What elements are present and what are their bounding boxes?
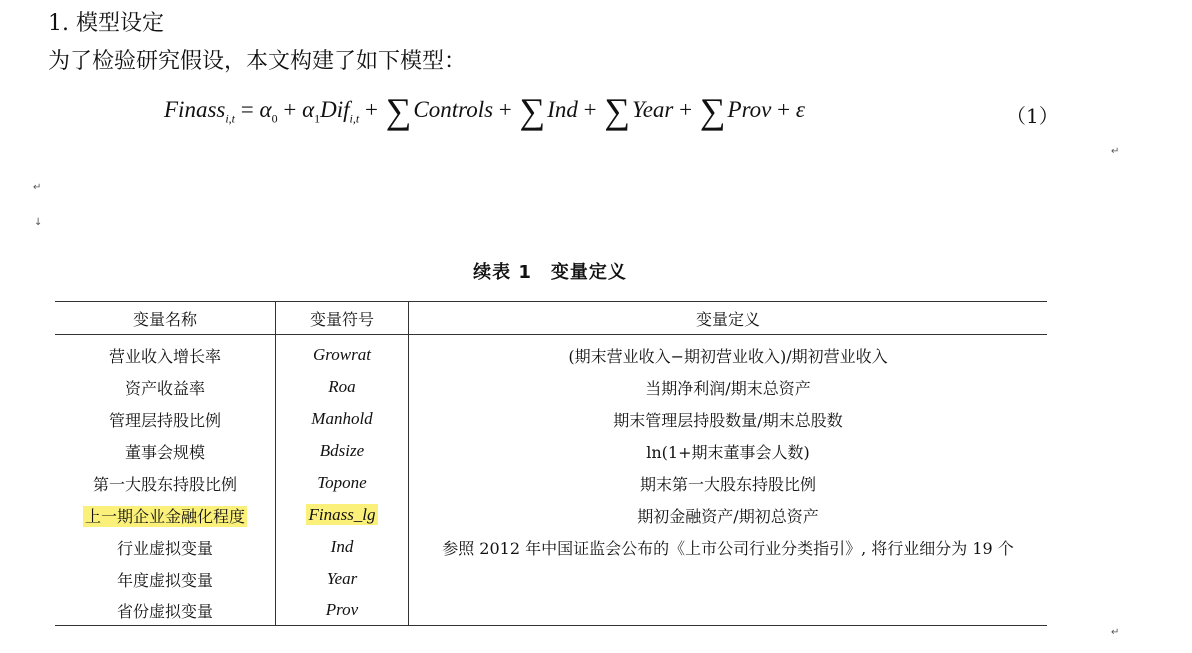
clipped-text-line [48, 150, 188, 158]
variable-name: 行业虚拟变量 [55, 531, 276, 563]
highlighted-text: Finass_lg [308, 505, 376, 524]
header-variable-name: 变量名称 [55, 302, 276, 335]
variable-name: 管理层持股比例 [55, 403, 276, 435]
table-row [55, 435, 1047, 467]
table-row [55, 403, 1047, 435]
variable-definition: 期末第一大股东持股比例 [639, 474, 816, 494]
variable-name: 年度虚拟变量 [55, 563, 276, 595]
variable-name [55, 499, 276, 531]
header-variable-definition: 变量定义 [409, 302, 1048, 335]
variable-definition: 当期净利润/期末总资产 [645, 378, 811, 398]
formula-dif: Dif [320, 97, 350, 122]
variable-symbol: Ind [276, 531, 409, 563]
variable-symbol [276, 499, 409, 531]
table-header-row [55, 302, 1047, 335]
highlighted-text: 上一期企业金融化程度 [84, 506, 245, 526]
variable-definition: 期初金融资产/期初总资产 [637, 506, 819, 526]
paragraph-mark-icon: ↵ [33, 182, 42, 193]
sum-icon: ∑ [385, 91, 412, 131]
arrow-down-mark-icon: ↓ [34, 217, 43, 228]
variable-name: 第一大股东持股比例 [55, 467, 276, 499]
variable-definition [409, 595, 1048, 626]
variable-definition: ln(1+期末董事会人数) [646, 442, 810, 462]
table-row [55, 595, 1047, 626]
sum-icon: ∑ [519, 91, 546, 131]
table-row [55, 371, 1047, 403]
variable-name: 营业收入增长率 [55, 335, 276, 372]
table-row [55, 531, 1047, 563]
formula-lhs: Finass [164, 97, 226, 122]
paragraph-mark-icon: ↵ [1111, 146, 1120, 157]
section-heading: 1. 模型设定 [48, 11, 164, 36]
variable-symbol: Topone [276, 467, 409, 499]
header-variable-symbol: 变量符号 [276, 302, 409, 335]
table-row [55, 335, 1047, 372]
variable-definition-table [55, 301, 1047, 626]
table-row [55, 467, 1047, 499]
paragraph-mark-icon: ↵ [1111, 627, 1120, 638]
variable-definition: 期末管理层持股数量/期末总股数 [613, 410, 843, 430]
equation-number: （1） [1006, 104, 1059, 128]
variable-definition [409, 563, 1048, 595]
variable-symbol: Growrat [276, 335, 409, 372]
variable-name: 资产收益率 [55, 371, 276, 403]
variable-definition: 参照 2012 年中国证监会公布的《上市公司行业分类指引》, 将行业细分为 19 个 [442, 538, 1014, 558]
intro-sentence: 为了检验研究假设，本文构建了如下模型： [48, 49, 467, 74]
table-caption: 续表 1 变量定义 [473, 262, 627, 283]
variable-symbol: Year [276, 563, 409, 595]
variable-name: 省份虚拟变量 [55, 595, 276, 626]
variable-symbol: Bdsize [276, 435, 409, 467]
variable-symbol: Manhold [276, 403, 409, 435]
sum-icon: ∑ [699, 91, 726, 131]
table-row [55, 563, 1047, 595]
sum-icon: ∑ [604, 91, 631, 131]
regression-formula: Finass$_{i,t}$ = $\alpha_0 + \alpha_1Dif_{i,t}$ + ∑Controls + ∑Ind + ∑Year + ∑Prov + ε [164, 91, 805, 131]
variable-symbol: Prov [276, 595, 409, 626]
variable-symbol: Roa [276, 371, 409, 403]
table-row-highlighted [55, 499, 1047, 531]
variable-name: 董事会规模 [55, 435, 276, 467]
variable-definition: (期末营业收入−期初营业收入)/期初营业收入 [568, 346, 888, 366]
